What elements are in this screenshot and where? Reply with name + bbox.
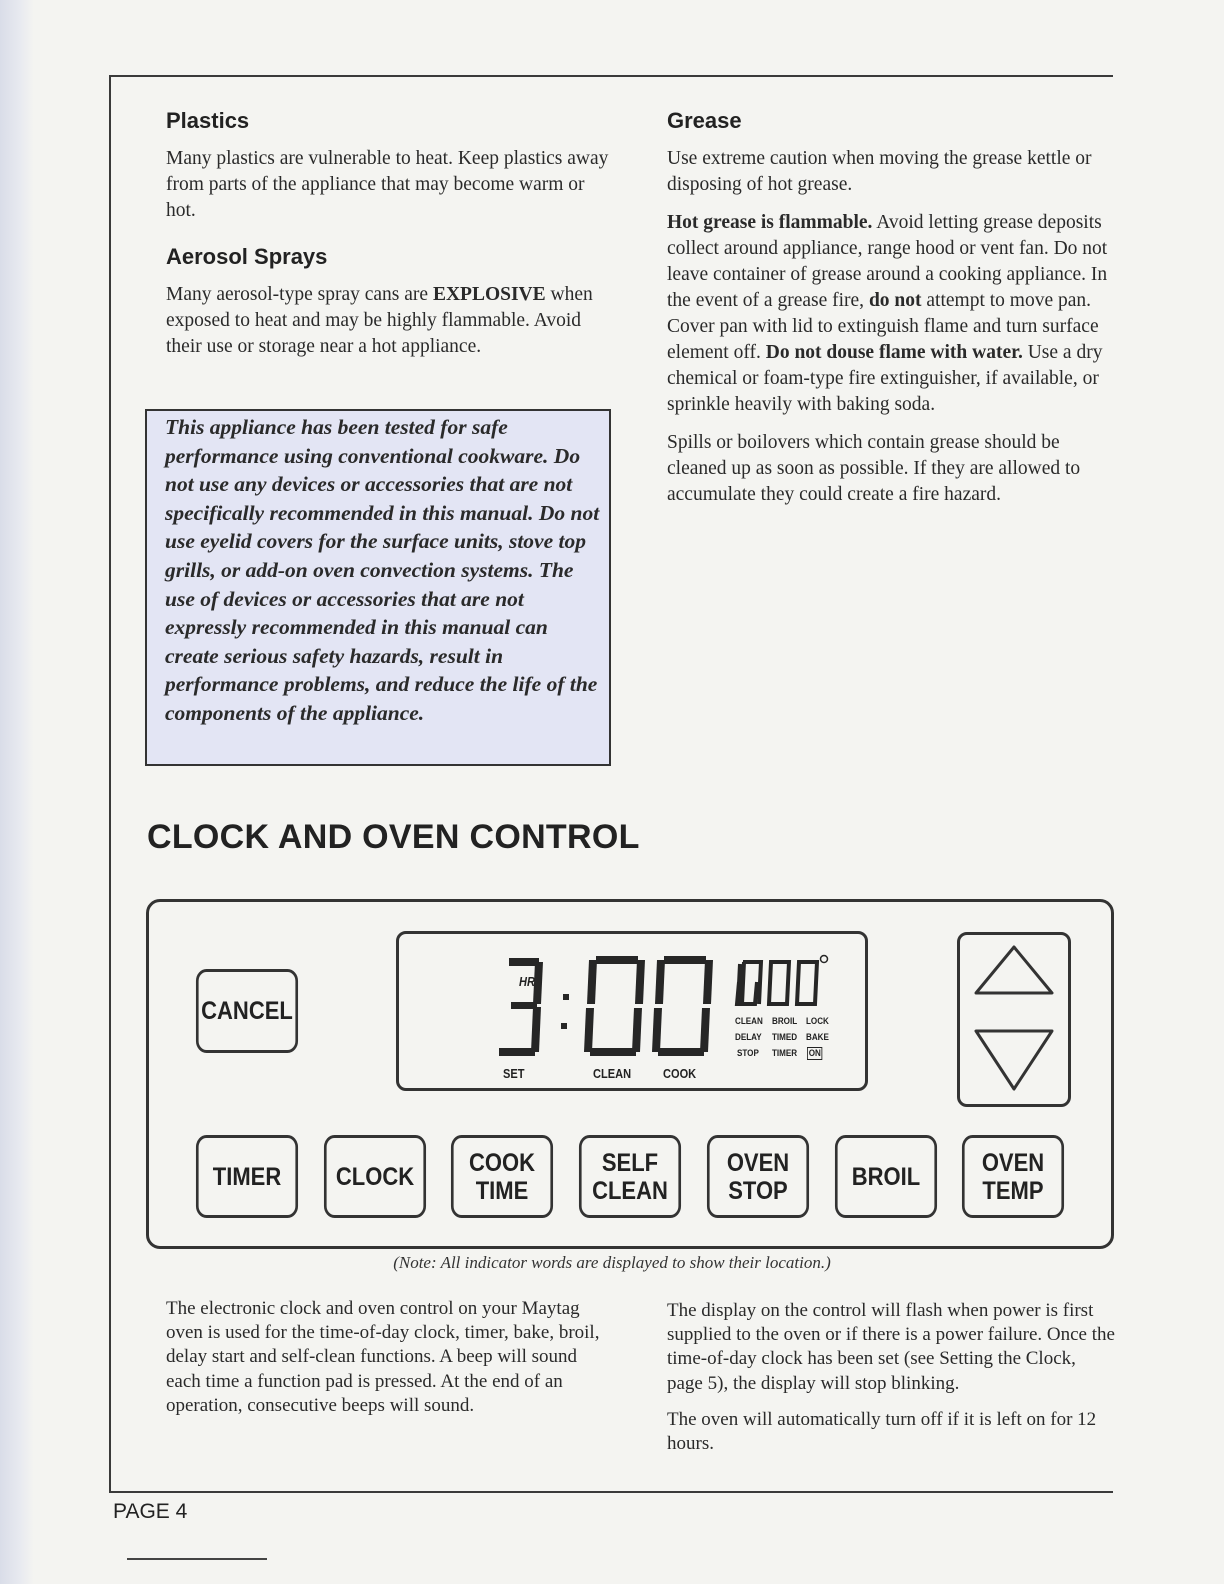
bottom-right-column	[667, 1299, 1115, 1468]
page-number: PAGE 4	[113, 1500, 188, 1523]
up-down-arrow-pad	[957, 932, 1071, 1107]
auto-off-paragraph: The oven will automatically turn off if it is left on for 12 hours.	[667, 1408, 1097, 1455]
broil-pad: BROIL	[835, 1135, 937, 1218]
indicator-note: (Note: All indicator words are displayed to show their location.)	[393, 1253, 831, 1272]
plastics-heading: Plastics	[166, 108, 250, 133]
clean-indicator: CLEAN	[593, 1066, 632, 1081]
oven-stop-pad: OVEN STOP	[707, 1135, 809, 1218]
self-clean-pad: SELF CLEAN	[579, 1135, 681, 1218]
hr-indicator: HR	[519, 974, 535, 989]
indicator-timer: TIMER	[772, 1048, 798, 1059]
down-arrow-icon	[976, 1031, 1052, 1089]
cancel-pad: CANCEL	[196, 969, 298, 1053]
display-flash-paragraph: The display on the control will flash when power is first supplied to the oven or if there is a power failure. Once the time-of-day clock has been set (see Setting the Clock, page 5), the display will stop blinking.	[667, 1300, 1115, 1394]
lcd-display	[396, 931, 868, 1091]
seven-segment-digits	[399, 934, 865, 1088]
temp-digits	[737, 962, 817, 1005]
explosive-warning: EXPLOSIVE	[432, 284, 546, 305]
grease-p3: Spills or boilovers which contain grease should be cleaned up as soon as possible. If they are allowed to accumulate they could create a fire hazard.	[667, 432, 1081, 505]
indicator-lock: LOCK	[806, 1016, 829, 1027]
degree-symbol	[821, 956, 828, 963]
indicator-bake: BAKE	[806, 1032, 829, 1043]
cookware-notice-box	[145, 409, 611, 766]
indicator-on: ON	[808, 1048, 821, 1059]
grease-p2: Hot grease is flammable. Avoid letting grease deposits collect around appliance, range hood or vent fan. Do not leave container of grease around a cooking appliance. In the event of a grease fire, do not attempt to move pan. Cover pan with lid to extinguish flame and turn surface element off. Do not douse flame with water. Use a dry chemical or foam-type fire extinguisher, if available, or sprinkle heavily with baking soda.	[667, 212, 1108, 415]
oven-temp-pad: OVEN TEMP	[962, 1135, 1064, 1218]
grease-heading: Grease	[667, 108, 742, 133]
time-digits	[499, 956, 713, 1056]
aerosol-heading: Aerosol Sprays	[166, 244, 328, 269]
bottom-left-column	[166, 1297, 616, 1430]
cookware-notice-text: This appliance has been tested for safe performance using conventional cookware. Do not use any devices or accessories that are not specifically recommended in this manual. Do not use eyelid covers for the surface units, stove top grills, or add-on oven convection systems. The use of devices or accessories that are not expressly recommended in this manual can create serious safety hazards, result in performance problems, and reduce the life of the components of the appliance.	[165, 415, 600, 725]
indicator-timed: TIMED	[772, 1032, 798, 1043]
indicator-stop: STOP	[737, 1048, 759, 1059]
section-title: CLOCK AND OVEN CONTROL	[147, 818, 640, 856]
page-edge-shadow	[0, 0, 34, 1584]
grease-p1: Use extreme caution when moving the grease kettle or disposing of hot grease.	[667, 148, 1092, 195]
cook-indicator: COOK	[663, 1066, 697, 1081]
indicator-clean: CLEAN	[735, 1016, 763, 1027]
indicator-delay: DELAY	[735, 1032, 762, 1043]
plastics-body: Many plastics are vulnerable to heat. Keep plastics away from parts of the appliance that may become warm or hot.	[166, 148, 609, 221]
aerosol-body: Many aerosol-type spray cans are EXPLOSIVE when exposed to heat and may be highly flammable. Avoid their use or storage near a hot appliance.	[166, 284, 593, 357]
footer-rule	[127, 1558, 267, 1560]
set-indicator: SET	[503, 1066, 525, 1081]
left-column	[166, 108, 616, 372]
right-column	[667, 108, 1115, 520]
clock-pad: CLOCK	[324, 1135, 426, 1218]
indicator-broil: BROIL	[772, 1016, 798, 1027]
up-arrow-icon	[976, 947, 1052, 993]
control-description: The electronic clock and oven control on your Maytag oven is used for the time-of-day clock, timer, bake, broil, delay start and self-clean functions. A beep will sound each time a function pad is pressed. At the end of an operation, consecutive beeps will sound.	[166, 1298, 600, 1416]
cook-time-pad: COOK TIME	[451, 1135, 553, 1218]
timer-pad: TIMER	[196, 1135, 298, 1218]
